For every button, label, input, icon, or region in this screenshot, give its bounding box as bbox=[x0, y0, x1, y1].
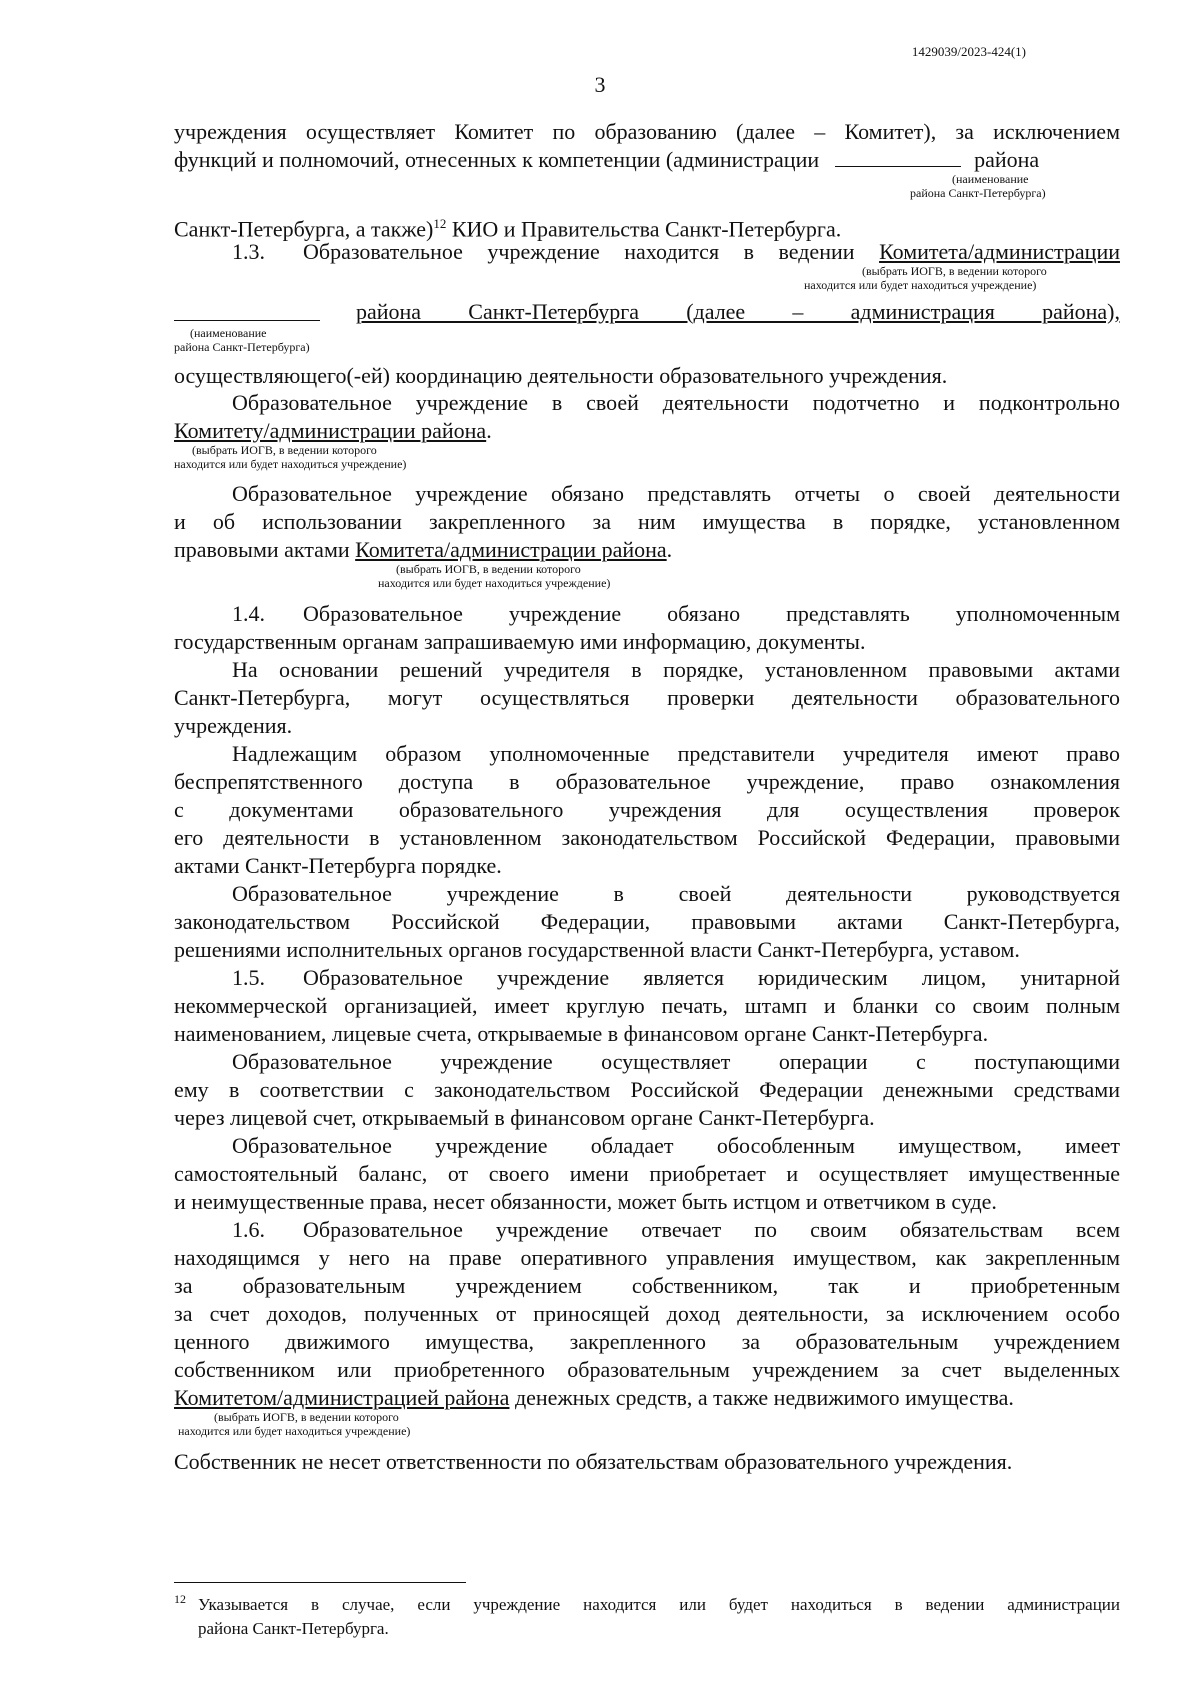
footnote-mark: 12 bbox=[174, 1592, 186, 1606]
text-line: и неимущественные права, несет обязанности, может быть истцом и ответчиком в суде. bbox=[174, 1189, 997, 1214]
text-line: самостоятельный баланс, от своего имени приобретает и осуществляет имущественные bbox=[174, 1161, 1120, 1186]
blank-field bbox=[835, 148, 961, 167]
field-note: находится или будет находиться учреждение) bbox=[178, 1424, 411, 1438]
text-line: за образовательным учреждением собственником, так и приобретенным bbox=[174, 1273, 1120, 1298]
text-span: правовыми актами bbox=[174, 537, 356, 562]
field-note: находится или будет находиться учреждение) bbox=[378, 576, 611, 590]
field-note: (наименование bbox=[190, 326, 267, 340]
text-line: законодательством Российской Федерации, правовыми актами Санкт-Петербурга, bbox=[174, 909, 1120, 934]
text-span: Санкт-Петербурга, а также) bbox=[174, 216, 434, 242]
field-note: находится или будет находиться учреждение) bbox=[174, 457, 407, 471]
text-line: Образовательное учреждение отвечает по своим обязательствам всем bbox=[303, 1217, 1120, 1242]
text-line: Образовательное учреждение осуществляет операции с поступающими bbox=[232, 1049, 1120, 1074]
text-line: осуществляющего(-ей) координацию деятельности образовательного учреждения. bbox=[174, 363, 948, 388]
text-line: Надлежащим образом уполномоченные представители учредителя имеют право bbox=[232, 741, 1120, 766]
text-span: КИО и Правительства Санкт-Петербурга. bbox=[446, 216, 842, 242]
text-line bbox=[174, 146, 1120, 174]
footnote-text: района Санкт-Петербурга. bbox=[198, 1619, 389, 1638]
text-line: учреждения осуществляет Комитет по образованию (далее – Комитет), за исключением bbox=[174, 119, 1120, 144]
text-line: Образовательное учреждение обладает обособленным имуществом, имеет bbox=[232, 1133, 1120, 1158]
text-line: учреждения. bbox=[174, 713, 293, 738]
text-span: функций и полномочий, отнесенных к компетенции (администрации bbox=[174, 147, 820, 172]
section-number: 1.5. bbox=[232, 965, 265, 990]
text-line: Образовательное учреждение обязано представлять отчеты о своей деятельности bbox=[232, 481, 1120, 506]
text-line bbox=[174, 1384, 1120, 1412]
field-note: (выбрать ИОГВ, в ведении которого bbox=[192, 443, 377, 457]
text-span: района Санкт-Петербурга (далее – администрация района), bbox=[356, 299, 1120, 324]
text-line: некоммерческой организацией, имеет круглую печать, штамп и бланки со своим полным bbox=[174, 993, 1120, 1018]
section-number: 1.4. bbox=[232, 601, 265, 626]
text-span: . bbox=[666, 537, 673, 562]
text-span: . bbox=[486, 418, 492, 443]
text-line: На основании решений учредителя в порядке, установленном правовыми актами bbox=[232, 657, 1120, 682]
page-number: 3 bbox=[594, 72, 606, 97]
field-note: (наименование bbox=[952, 172, 1029, 186]
text-line: беспрепятственного доступа в образовательное учреждение, право ознакомления bbox=[174, 769, 1120, 794]
text-line: государственным органам запрашиваемую ими информацию, документы. bbox=[174, 629, 866, 654]
text-span: Образовательное учреждение находится в ведении bbox=[303, 239, 880, 264]
footnote-divider bbox=[174, 1582, 466, 1583]
section-number: 1.3. bbox=[232, 239, 265, 264]
iogv-choice: Комитета/администрации bbox=[879, 239, 1120, 264]
footnote-ref[interactable]: 12 bbox=[433, 216, 447, 231]
text-span: района bbox=[974, 147, 1040, 172]
iogv-choice: Комитету/администрации района bbox=[174, 418, 487, 443]
text-span: денежных средств, а также недвижимого имущества. bbox=[509, 1385, 1014, 1410]
text-line: Образовательное учреждение обязано представлять уполномоченным bbox=[303, 601, 1120, 626]
text-line bbox=[174, 417, 1120, 445]
text-line bbox=[174, 536, 1120, 564]
field-note: района Санкт-Петербурга) bbox=[174, 340, 310, 354]
text-line: наименованием, лицевые счета, открываемые в финансовом органе Санкт-Петербурга. bbox=[174, 1021, 989, 1046]
field-note: находится или будет находиться учреждение) bbox=[804, 278, 1037, 292]
footnote-text: Указывается в случае, если учреждение находится или будет находиться в ведении администрации bbox=[198, 1595, 1120, 1614]
text-line: с документами образовательного учреждения для осуществления проверок bbox=[174, 797, 1120, 822]
text-line: ему в соответствии с законодательством Российской Федерации денежными средствами bbox=[174, 1077, 1120, 1102]
text-line: Собственник не несет ответственности по обязательствам образовательного учреждения. bbox=[174, 1449, 1013, 1474]
iogv-choice: Комитета/администрации района bbox=[355, 537, 667, 562]
field-note: (выбрать ИОГВ, в ведении которого bbox=[862, 264, 1047, 278]
text-line bbox=[303, 238, 1120, 266]
text-line: за счет доходов, полученных от приносящей доход деятельности, за исключением особо bbox=[174, 1301, 1120, 1326]
text-line: собственником или приобретенного образовательным учреждением за счет выделенных bbox=[174, 1357, 1120, 1382]
text-line: ценного движимого имущества, закрепленного за образовательным учреждением bbox=[174, 1329, 1120, 1354]
text-line: и об использовании закрепленного за ним имущества в порядке, установленном bbox=[174, 509, 1120, 534]
text-line: Образовательное учреждение является юридическим лицом, унитарной bbox=[303, 965, 1120, 990]
section-number: 1.6. bbox=[232, 1217, 265, 1242]
field-note: (выбрать ИОГВ, в ведении которого bbox=[214, 1410, 399, 1424]
text-line: через лицевой счет, открываемый в финансовом органе Санкт-Петербурга. bbox=[174, 1105, 875, 1130]
text-line: Образовательное учреждение в своей деятельности подотчетно и подконтрольно bbox=[232, 390, 1120, 415]
text-line: Санкт-Петербурга, могут осуществляться проверки деятельности образовательного bbox=[174, 685, 1120, 710]
text-line: его деятельности в установленном законодательством Российской Федерации, правовыми bbox=[174, 825, 1120, 850]
blank-field bbox=[174, 302, 320, 321]
iogv-choice: Комитетом/администрацией района bbox=[174, 1385, 510, 1410]
text-line: Образовательное учреждение в своей деятельности руководствуется bbox=[232, 881, 1120, 906]
text-line: актами Санкт-Петербурга порядке. bbox=[174, 853, 502, 878]
text-line: решениями исполнительных органов государственной власти Санкт-Петербурга, уставом. bbox=[174, 937, 1020, 962]
document-id: 1429039/2023-424(1) bbox=[911, 44, 1026, 59]
field-note: района Санкт-Петербурга) bbox=[910, 186, 1046, 200]
text-line: находящимся у него на праве оперативного управления имуществом, как закрепленным bbox=[174, 1245, 1120, 1270]
field-note: (выбрать ИОГВ, в ведении которого bbox=[396, 562, 581, 576]
